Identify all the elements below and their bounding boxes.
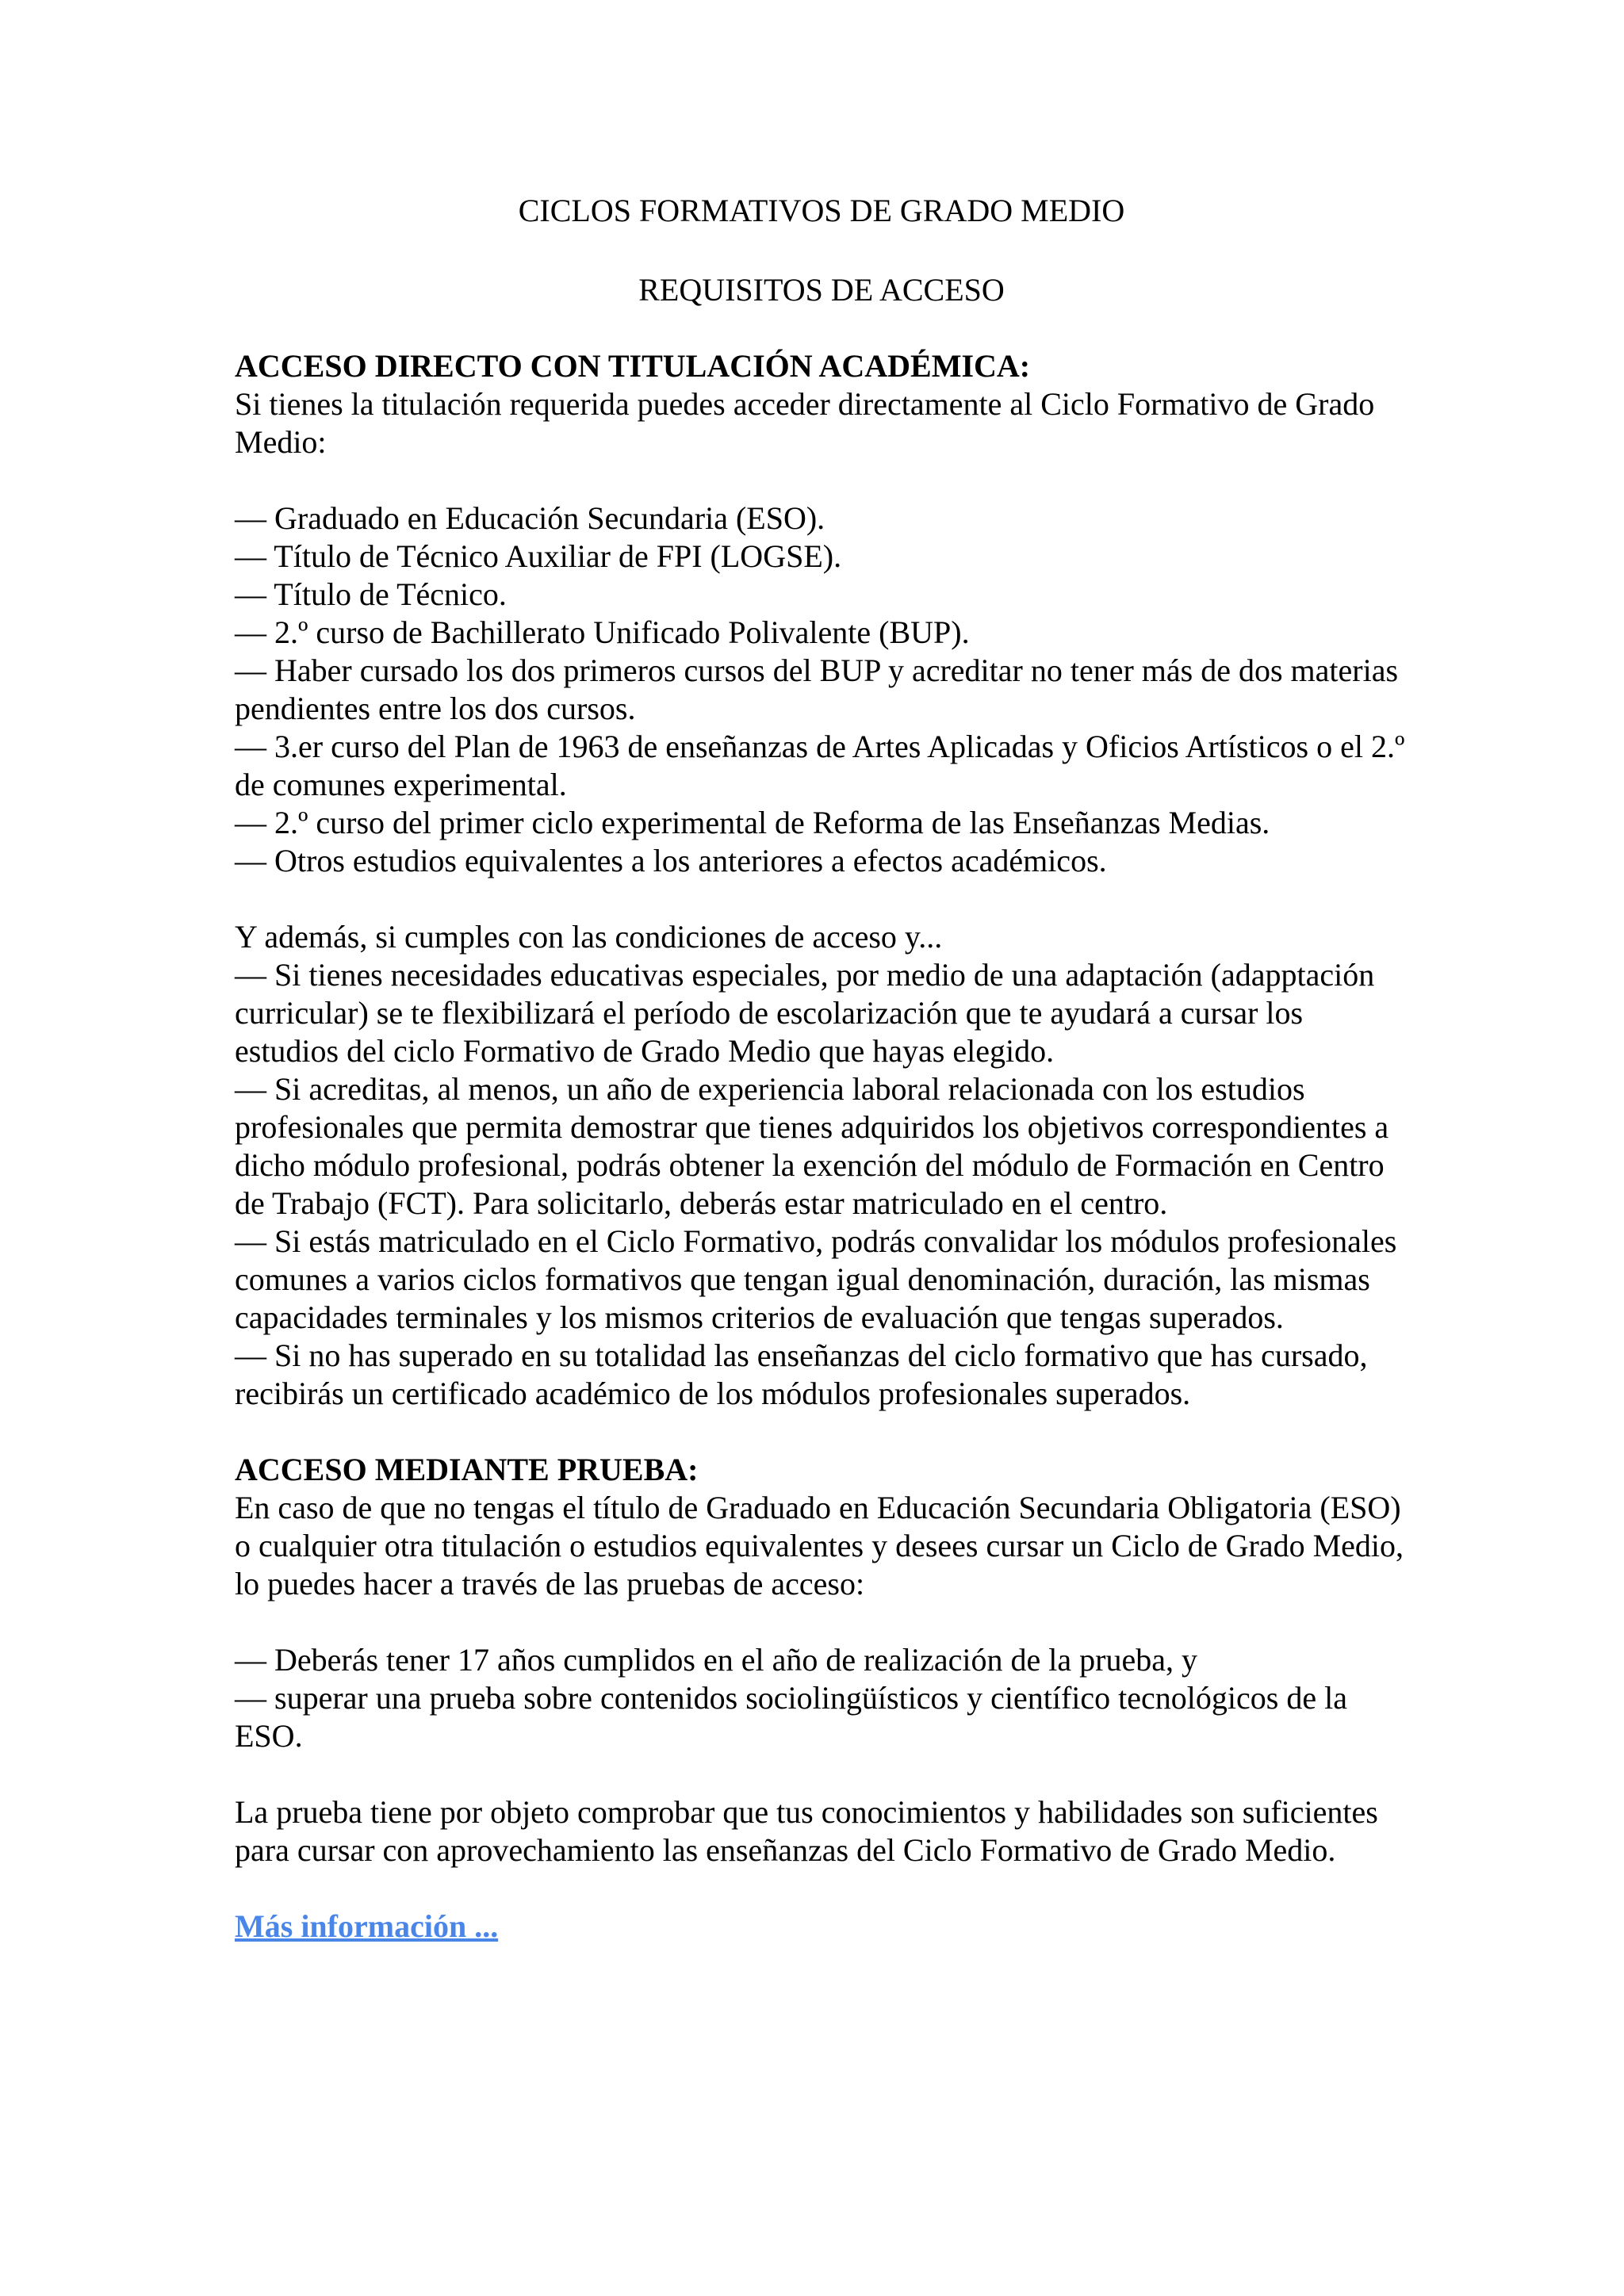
spacer	[235, 1755, 1408, 1793]
list-item: — 3.er curso del Plan de 1963 de enseñanzas de Artes Aplicadas y Oficios Artísticos o el 2.º de comunes experimental.	[235, 729, 1405, 802]
section-heading-test-access: ACCESO MEDIANTE PRUEBA:	[235, 1452, 699, 1487]
list-item: — Si tienes necesidades educativas especiales, por medio de una adaptación (adapptación curricular) se te flexibilizará el período de escolarización que te ayudará a cursar los estudios del ciclo Formativo de Grado Medio que hayas elegido.	[235, 957, 1375, 1069]
conditions-list	[235, 956, 1408, 1413]
spacer	[235, 1413, 1408, 1451]
list-item: — Título de Técnico Auxiliar de FPI (LOGSE).	[235, 538, 842, 574]
conditions-intro: Y además, si cumples con las condiciones de acceso y...	[235, 919, 943, 955]
list-item: — 2.º curso de Bachillerato Unificado Polivalente (BUP).	[235, 614, 970, 650]
spacer	[235, 1869, 1408, 1908]
list-item: — Haber cursado los dos primeros cursos del BUP y acreditar no tener más de dos materias pendientes entre los dos cursos.	[235, 652, 1399, 726]
list-item: — Otros estudios equivalentes a los anteriores a efectos académicos.	[235, 843, 1107, 878]
section-heading-direct-access: ACCESO DIRECTO CON TITULACIÓN ACADÉMICA:	[235, 348, 1031, 384]
spacer	[235, 461, 1408, 499]
list-item: — Si estás matriculado en el Ciclo Formativo, podrás convalidar los módulos profesionales comunes a varios ciclos formativos que tengan igual denominación, duración, las mismas capacidades terminales y los mismos criterios de evaluación que tengas superados.	[235, 1223, 1397, 1335]
document-subtitle: REQUISITOS DE ACCESO	[638, 272, 1005, 308]
document-title: CICLOS FORMATIVOS DE GRADO MEDIO	[518, 193, 1125, 228]
document-content	[235, 192, 1408, 1946]
list-item: — superar una prueba sobre contenidos sociolingüísticos y científico tecnológicos de la ESO.	[235, 1680, 1347, 1754]
spacer	[235, 880, 1408, 918]
list-item: — 2.º curso del primer ciclo experimental de Reforma de las Enseñanzas Medias.	[235, 805, 1270, 840]
section-intro-test-access: En caso de que no tengas el título de Graduado en Educación Secundaria Obligatoria (ESO) o cualquier otra titulación o estudios equivalentes y desees cursar un Ciclo de Grado Medio, lo puedes hacer a través de las pruebas de acceso:	[235, 1490, 1404, 1601]
list-item: — Título de Técnico.	[235, 576, 507, 612]
titulation-list	[235, 499, 1408, 880]
list-item: — Si acreditas, al menos, un año de experiencia laboral relacionada con los estudios profesionales que permita demostrar que tienes adquiridos los objetivos correspondientes a dicho módulo profesional, podrás obtener la exención del módulo de Formación en Centro de Trabajo (FCT). Para solicitarlo, deberás estar matriculado en el centro.	[235, 1071, 1389, 1221]
spacer	[235, 1603, 1408, 1641]
list-item: — Si no has superado en su totalidad las enseñanzas del ciclo formativo que has cursado, recibirás un certificado académico de los módulos profesionales superados.	[235, 1337, 1368, 1411]
test-requirements-list	[235, 1641, 1408, 1755]
list-item: — Deberás tener 17 años cumplidos en el año de realización de la prueba, y	[235, 1642, 1197, 1678]
list-item: — Graduado en Educación Secundaria (ESO).	[235, 500, 825, 536]
test-closing-paragraph: La prueba tiene por objeto comprobar que tus conocimientos y habilidades son suficientes para cursar con aprovechamiento las enseñanzas del Ciclo Formativo de Grado Medio.	[235, 1794, 1378, 1868]
more-info-link[interactable]: Más información ...	[235, 1908, 499, 1944]
section-intro-direct-access: Si tienes la titulación requerida puedes acceder directamente al Ciclo Formativo de Grado Medio:	[235, 386, 1375, 460]
